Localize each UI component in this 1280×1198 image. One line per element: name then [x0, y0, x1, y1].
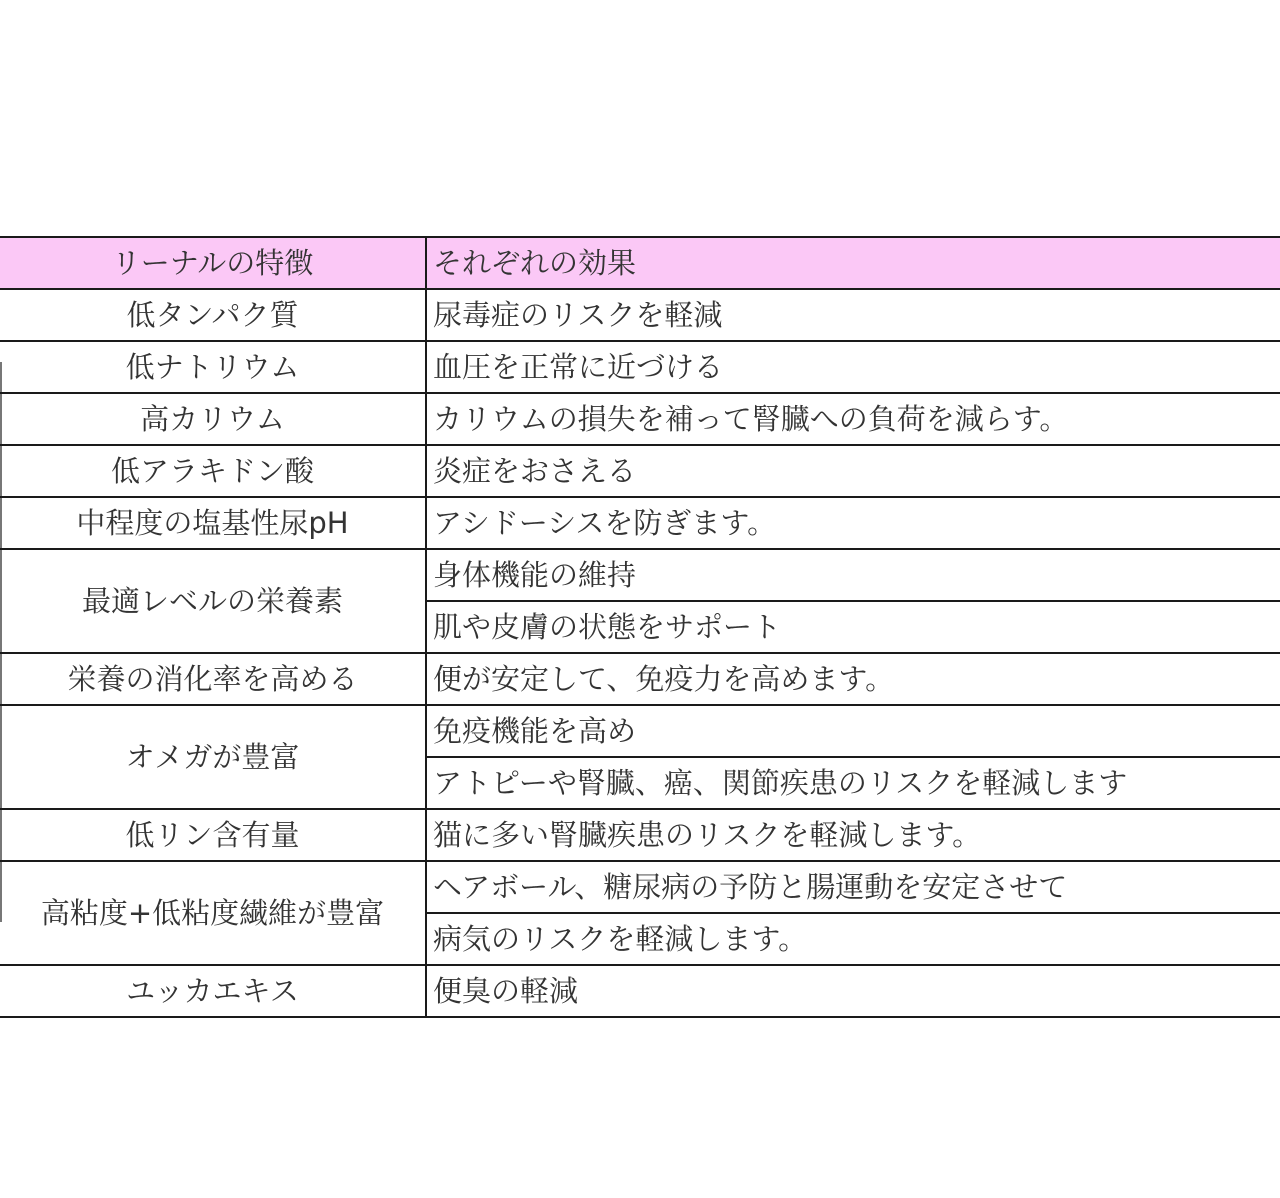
feature-cell: 最適レベルの栄養素	[0, 549, 426, 653]
table-row	[0, 549, 1280, 601]
effect-cell: アトピーや腎臓、癌、関節疾患のリスクを軽減します	[426, 757, 1280, 809]
table-row	[0, 393, 1280, 445]
feature-cell: 低タンパク質	[0, 289, 426, 341]
feature-cell: 高粘度+低粘度繊維が豊富	[0, 861, 426, 965]
effect-cell: 尿毒症のリスクを軽減	[426, 289, 1280, 341]
effect-cell: 血圧を正常に近づける	[426, 341, 1280, 393]
effect-cell: 便臭の軽減	[426, 965, 1280, 1017]
table-header-row	[0, 237, 1280, 289]
feature-cell: ユッカエキス	[0, 965, 426, 1017]
effect-cell: 便が安定して、免疫力を高めます。	[426, 653, 1280, 705]
effect-cell: 肌や皮膚の状態をサポート	[426, 601, 1280, 653]
header-feature: リーナルの特徴	[0, 237, 426, 289]
effect-cell: アシドーシスを防ぎます。	[426, 497, 1280, 549]
table-row	[0, 809, 1280, 861]
feature-effect-table	[0, 236, 1280, 1018]
feature-cell: オメガが豊富	[0, 705, 426, 809]
feature-cell: 高カリウム	[0, 393, 426, 445]
effect-cell: カリウムの損失を補って腎臓への負荷を減らす。	[426, 393, 1280, 445]
feature-cell: 低アラキドン酸	[0, 445, 426, 497]
effect-cell: 猫に多い腎臓疾患のリスクを軽減します。	[426, 809, 1280, 861]
effect-cell: ヘアボール、糖尿病の予防と腸運動を安定させて	[426, 861, 1280, 913]
table-row	[0, 497, 1280, 549]
table-row	[0, 861, 1280, 913]
table-row	[0, 965, 1280, 1017]
feature-cell: 中程度の塩基性尿pH	[0, 497, 426, 549]
table-row	[0, 653, 1280, 705]
effect-cell: 炎症をおさえる	[426, 445, 1280, 497]
feature-effect-table-container	[0, 236, 1280, 1018]
effect-cell: 免疫機能を高め	[426, 705, 1280, 757]
table-row	[0, 341, 1280, 393]
effect-cell: 病気のリスクを軽減します。	[426, 913, 1280, 965]
table-row	[0, 289, 1280, 341]
table-row	[0, 445, 1280, 497]
feature-cell: 栄養の消化率を高める	[0, 653, 426, 705]
feature-cell: 低ナトリウム	[0, 341, 426, 393]
effect-cell: 身体機能の維持	[426, 549, 1280, 601]
feature-cell: 低リン含有量	[0, 809, 426, 861]
table-row	[0, 705, 1280, 757]
header-effect: それぞれの効果	[426, 237, 1280, 289]
